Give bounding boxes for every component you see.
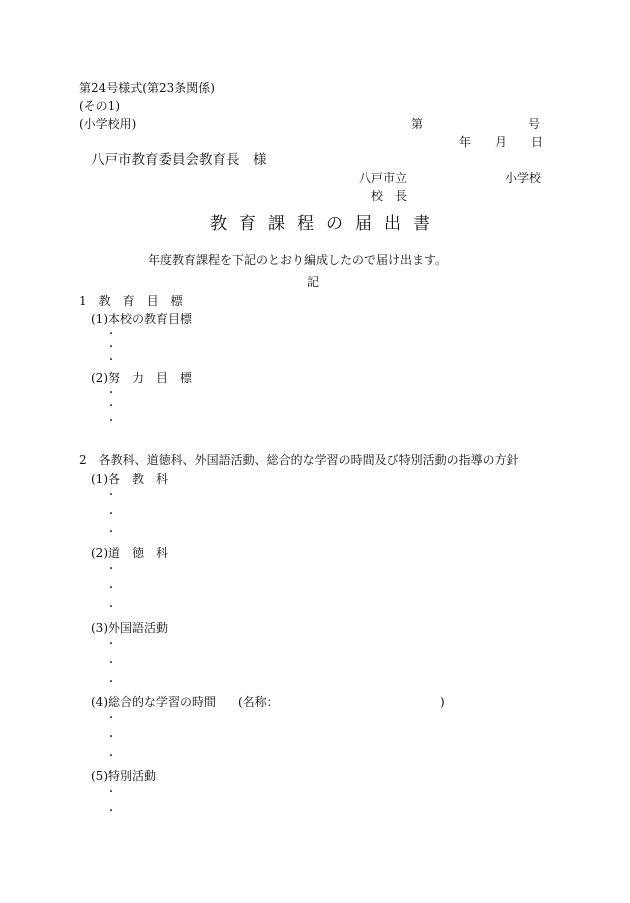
bullet-point: ・ bbox=[106, 388, 116, 399]
section2-item-label: (4)総合的な学習の時間 bbox=[91, 695, 216, 709]
bullet-point: ・ bbox=[106, 509, 116, 520]
bullet-point: ・ bbox=[106, 416, 116, 427]
date-day: 日 bbox=[531, 135, 544, 149]
ki-mark: 記 bbox=[307, 275, 320, 289]
sender-principal: 校 長 bbox=[371, 189, 408, 203]
bullet-point: ・ bbox=[106, 355, 116, 366]
name-field-open: (名称： bbox=[238, 695, 279, 709]
date-year: 年 bbox=[459, 135, 472, 149]
section2-item-label: (2)道 徳 科 bbox=[91, 546, 168, 560]
bullet-point: ・ bbox=[106, 564, 116, 575]
bullet-point: ・ bbox=[106, 490, 116, 501]
school-type: (小学校用) bbox=[79, 117, 137, 131]
bullet-point: ・ bbox=[106, 342, 116, 353]
bullet-point: ・ bbox=[106, 732, 116, 743]
bullet-point: ・ bbox=[106, 602, 116, 613]
sender-school: 小学校 bbox=[505, 171, 542, 185]
section2-item-label: (1)各 教 科 bbox=[91, 472, 168, 486]
bullet-point: ・ bbox=[106, 677, 116, 688]
section2-item-label: (5)特別活動 bbox=[91, 769, 156, 783]
bullet-point: ・ bbox=[106, 583, 116, 594]
bullet-point: ・ bbox=[106, 713, 116, 724]
section1-item-label: (2)努 力 目 標 bbox=[91, 371, 192, 385]
bullet-point: ・ bbox=[106, 751, 116, 762]
bullet-point: ・ bbox=[106, 401, 116, 412]
document-title: 教育課程の届出書 bbox=[210, 214, 442, 234]
doc-number-suffix: 号 bbox=[528, 117, 541, 131]
sender-city: 八戸市立 bbox=[359, 171, 408, 185]
doc-number-prefix: 第 bbox=[411, 117, 424, 131]
section1-heading: 1 教 育 目 標 bbox=[79, 294, 183, 308]
addressee: 八戸市教育委員会教育長 様 bbox=[91, 152, 267, 168]
bullet-point: ・ bbox=[106, 527, 116, 538]
bullet-point: ・ bbox=[106, 806, 116, 817]
bullet-point: ・ bbox=[106, 658, 116, 669]
section2-heading: 2 各教科、道徳科、外国語活動、総合的な学習の時間及び特別活動の指導の方針 bbox=[79, 453, 519, 467]
form-part: (その1) bbox=[79, 99, 120, 113]
section1-item-label: (1)本校の教育目標 bbox=[91, 312, 192, 326]
bullet-point: ・ bbox=[106, 639, 116, 650]
section2-item-label: (3)外国語活動 bbox=[91, 621, 168, 635]
intro-text: 年度教育課程を下記のとおり編成したので届け出ます。 bbox=[148, 253, 448, 267]
bullet-point: ・ bbox=[106, 787, 116, 798]
date-month: 月 bbox=[495, 135, 508, 149]
name-field-close: ) bbox=[440, 695, 445, 709]
form-number: 第24号様式(第23条関係) bbox=[79, 81, 215, 95]
bullet-point: ・ bbox=[106, 329, 116, 340]
